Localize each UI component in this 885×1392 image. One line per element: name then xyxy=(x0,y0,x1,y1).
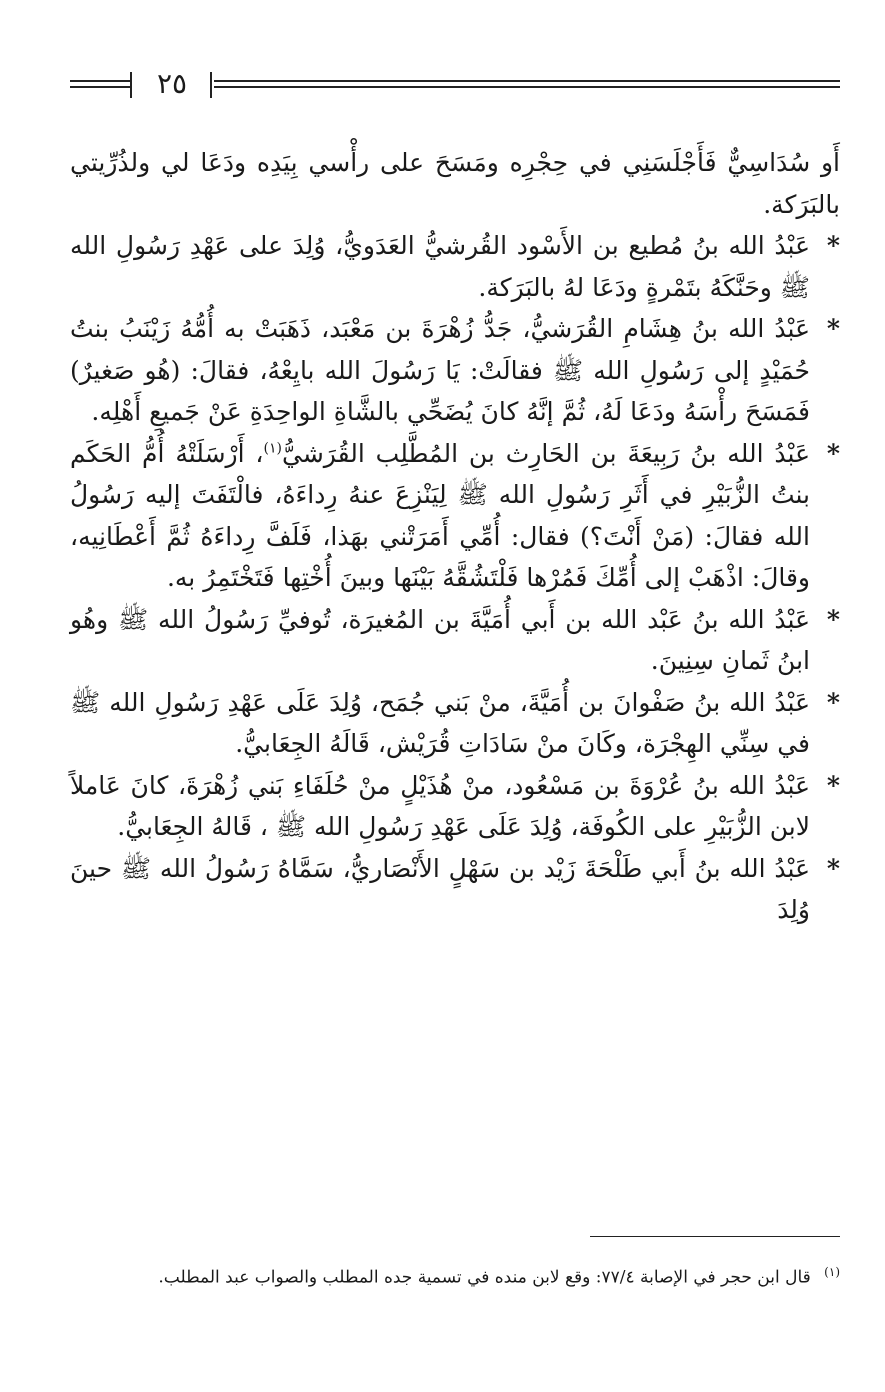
entry-text: عَبْدُ الله بنُ مُطيع بن الأَسْود القُرشيُّ العَدَويُّ، وُلِدَ على عَهْدِ رَسُولِ الله ﷺ وحَنَّكَهُ بتَمْرةٍ ودَعَا لهُ بالبَرَكة. xyxy=(70,231,810,302)
entry-text: عَبْدُ الله بنُ عُرْوَةَ بن مَسْعُود، منْ هُذَيْلٍ منْ حُلَفَاءِ بَني زُهْرَةَ، كانَ عَاملاً لابن الزُّبَيْرِ على الكُوفَة، وُلِدَ عَلَى عَهْدِ رَسُولِ الله ﷺ ، قَالهُ الجِعَابيُّ. xyxy=(70,770,810,841)
footnote-reference[interactable]: (١) xyxy=(263,440,282,457)
entry-text: ، أَرْسَلَتْهُ أُمُّ الحَكَم بنتُ الزُّبَيْرِ في أَثَرِ رَسُولِ الله ﷺ لِيَنْزِعَ عنهُ رِداءَهُ، فالْتَفَتَ إليه رَسُولُ الله فقالَ: (مَنْ أَنْتَ؟) فقال: أُمِّي أَمَرَتْني بهَذا، فَلَفَّ رِداءَهُ ثُمَّ أَعْطَانِيه، وقالَ: اذْهَبْ إلى أُمِّكَ فَمُرْها فَلْتَشُقَّهُ بَيْنَها وبينَ أُخْتِها فَتَخْتَمِرُ به. xyxy=(70,438,810,592)
asterisk-marker: * xyxy=(826,231,840,260)
footnote-separator xyxy=(590,1236,840,1237)
main-text xyxy=(70,142,840,931)
entry-text: عَبْدُ الله بنُ صَفْوانَ بن أُمَيَّةَ، منْ بَني جُمَح، وُلِدَ عَلَى عَهْدِ رَسُولِ الله ﷺ في سِنِّي الهِجْرَة، وكَانَ منْ سَادَاتِ قُرَيْش، قَالَهُ الجِعَابيُّ. xyxy=(70,687,810,758)
entry-paragraph xyxy=(70,682,840,765)
header-divider xyxy=(210,72,212,98)
page-number: ٢٥ xyxy=(156,67,188,100)
footnote-marker: (١) xyxy=(824,1265,840,1279)
asterisk-marker: * xyxy=(826,770,840,800)
entry-text: عَبْدُ الله بنُ هِشَامِ القُرَشيُّ، جَدُّ زُهْرَةَ بن مَعْبَد، ذَهَبَتْ به أُمُّهُ زَيْنَبُ بنتُ حُمَيْدٍ إلى رَسُولِ الله ﷺ فقالَتْ: يَا رَسُولَ الله بايِعْهُ، فقالَ: (هُو صَغيرٌ) فَمَسَحَ رأْسَهُ ودَعَا لَهُ، ثُمَّ إنَّهُ كانَ يُضَحِّي بالشَّاةِ الواحِدَةِ عَنْ جَميعِ أَهْلِه. xyxy=(70,314,810,426)
asterisk-marker: * xyxy=(826,314,840,343)
asterisk-marker: * xyxy=(826,438,840,468)
page-header xyxy=(70,66,840,106)
entry-text: عَبْدُ الله بنُ أَبي طَلْحَةَ زَيْد بن سَهْلٍ الأَنْصَاريُّ، سَمَّاهُ رَسُولُ الله ﷺ حينَ وُلِدَ xyxy=(70,853,810,924)
entry-paragraph xyxy=(70,308,840,433)
header-rule-right xyxy=(214,80,840,88)
entry-text: عَبْدُ الله بنُ رَبِيعَةَ بن الحَارِث بن المُطَّلِب القُرَشيُّ xyxy=(281,438,811,468)
entry-paragraph xyxy=(70,599,840,682)
entry-text: عَبْدُ الله بنُ عَبْد الله بن أَبي أُمَيَّةَ بن المُغيرَة، تُوفيِّ رَسُولُ الله ﷺ وهُو ابنُ ثَمانِ سِنِينَ. xyxy=(70,604,810,675)
entry-paragraph xyxy=(70,765,840,848)
paragraph-continuation: أَو سُدَاسِيٌّ فَأَجْلَسَنِي في حِجْرِه ومَسَحَ على رأْسي بِيَدِه ودَعَا لي ولذُرِّيتي بالبَرَكة. xyxy=(70,148,840,219)
entry-paragraph xyxy=(70,225,840,308)
footnote-text: قال ابن حجر في الإصابة ٧٧/٤: وقع لابن منده في تسمية جده المطلب والصواب عبد المطلب. xyxy=(158,1267,811,1288)
asterisk-marker: * xyxy=(826,604,840,634)
asterisk-marker: * xyxy=(826,687,840,717)
header-rule-left xyxy=(70,80,130,88)
asterisk-marker: * xyxy=(826,853,840,883)
entry-paragraph xyxy=(70,848,840,931)
footnote xyxy=(70,1258,840,1292)
entry-paragraph xyxy=(70,433,840,599)
header-divider xyxy=(130,72,132,98)
